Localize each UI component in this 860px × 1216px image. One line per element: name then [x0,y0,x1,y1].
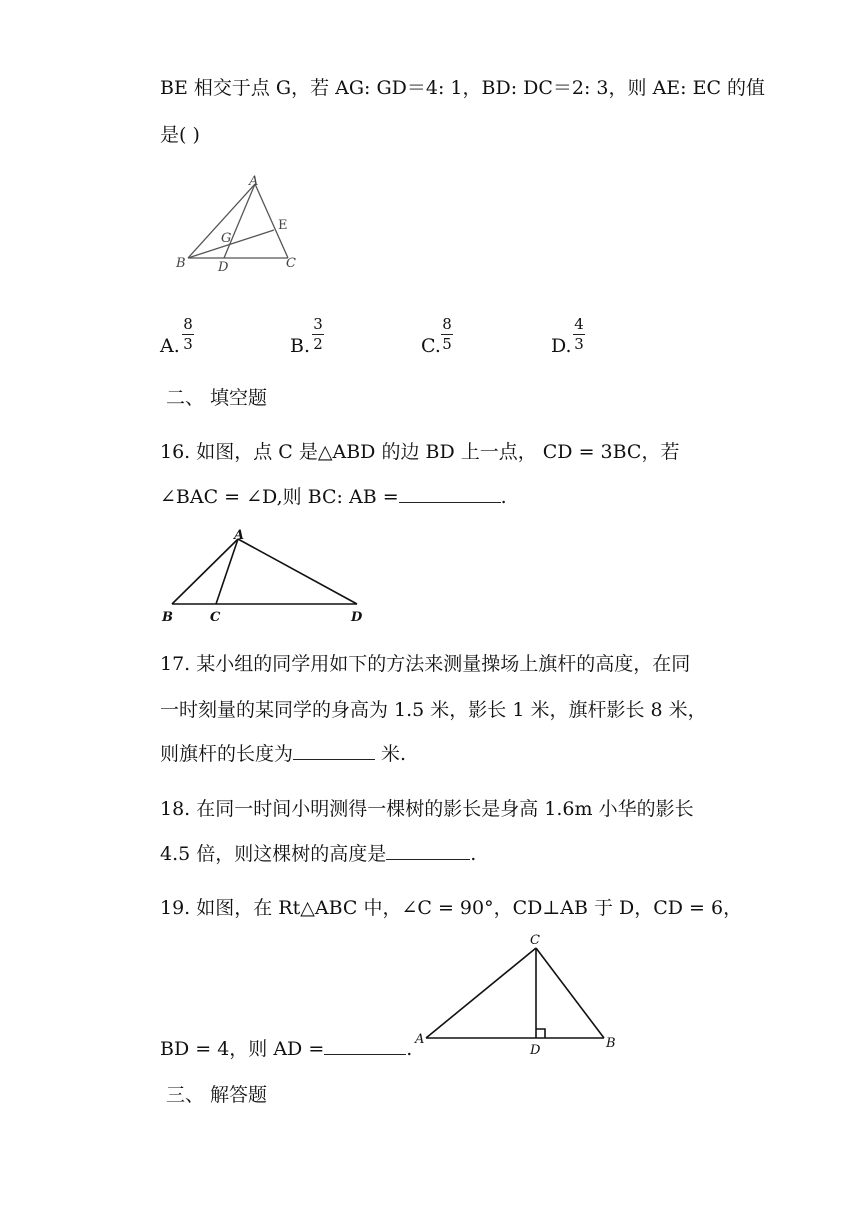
option-fraction: 3 2 [313,315,323,353]
q19-label-b: B [606,1036,616,1051]
option-letter: D. [551,335,572,357]
option-letter: B. [290,335,311,357]
q17-answer-blank[interactable] [293,741,375,760]
section-solve-heading: 三、 解答题 [166,1084,268,1106]
q15-triangle-figure [168,170,308,278]
q16-answer-blank[interactable] [399,484,501,503]
q15-label-g: G [221,231,232,246]
q16-label-c: C [210,610,221,625]
q16-label-b: B [162,610,173,625]
q17-line2: 一时刻量的某同学的身高为 1.5 米，影长 1 米，旗杆影长 8 米， [160,699,707,721]
q15-label-d: D [218,260,229,275]
q16-triangle-figure [158,524,370,626]
option-fraction: 8 3 [183,315,193,353]
q19-label-d: D [530,1043,541,1058]
q15-label-c: C [286,256,296,271]
q19-line1: 19. 如图，在 Rt△ABC 中，∠C = 90°，CD⊥AB 于 D，CD = 6， [160,897,743,919]
q15-label-a: A [249,174,259,189]
q18-answer-blank[interactable] [386,841,470,860]
q16-label-d: D [351,610,363,625]
q19-label-a: A [415,1032,425,1047]
q16-line1: 16. 如图，点 C 是△ABD 的边 BD 上一点， CD = 3BC，若 [160,441,680,463]
q19-answer-blank[interactable] [324,1036,406,1055]
q15-line2: 是( ) [160,124,200,146]
q19-right-triangle-figure [412,928,622,1060]
q19-line2: BD = 4，则 AD = . [160,1038,413,1060]
option-letter: A. [160,335,180,357]
option-letter: C. [421,335,441,357]
q17-line1: 17. 某小组的同学用如下的方法来测量操场上旗杆的高度，在同 [160,653,691,675]
option-fraction: 8 5 [442,315,452,353]
q15-line1: BE 相交于点 G，若 AG: GD＝4: 1，BD: DC＝2: 3，则 AE: EC 的值 [160,77,766,99]
option-fraction: 4 3 [574,315,584,353]
q16-label-a: A [234,528,245,543]
q17-line3: 则旗杆的长度为 米. [160,743,407,765]
section-fill-in-heading: 二、 填空题 [166,387,268,409]
q15-label-e: E [278,218,288,233]
q19-label-c: C [530,933,540,948]
q15-label-b: B [176,256,186,271]
q16-line2: ∠BAC = ∠D,则 BC: AB = . [160,486,507,508]
q18-line1: 18. 在同一时间小明测得一棵树的影长是身高 1.6m 小华的影长 [160,798,694,820]
q18-line2: 4.5 倍，则这棵树的高度是 . [160,843,477,865]
